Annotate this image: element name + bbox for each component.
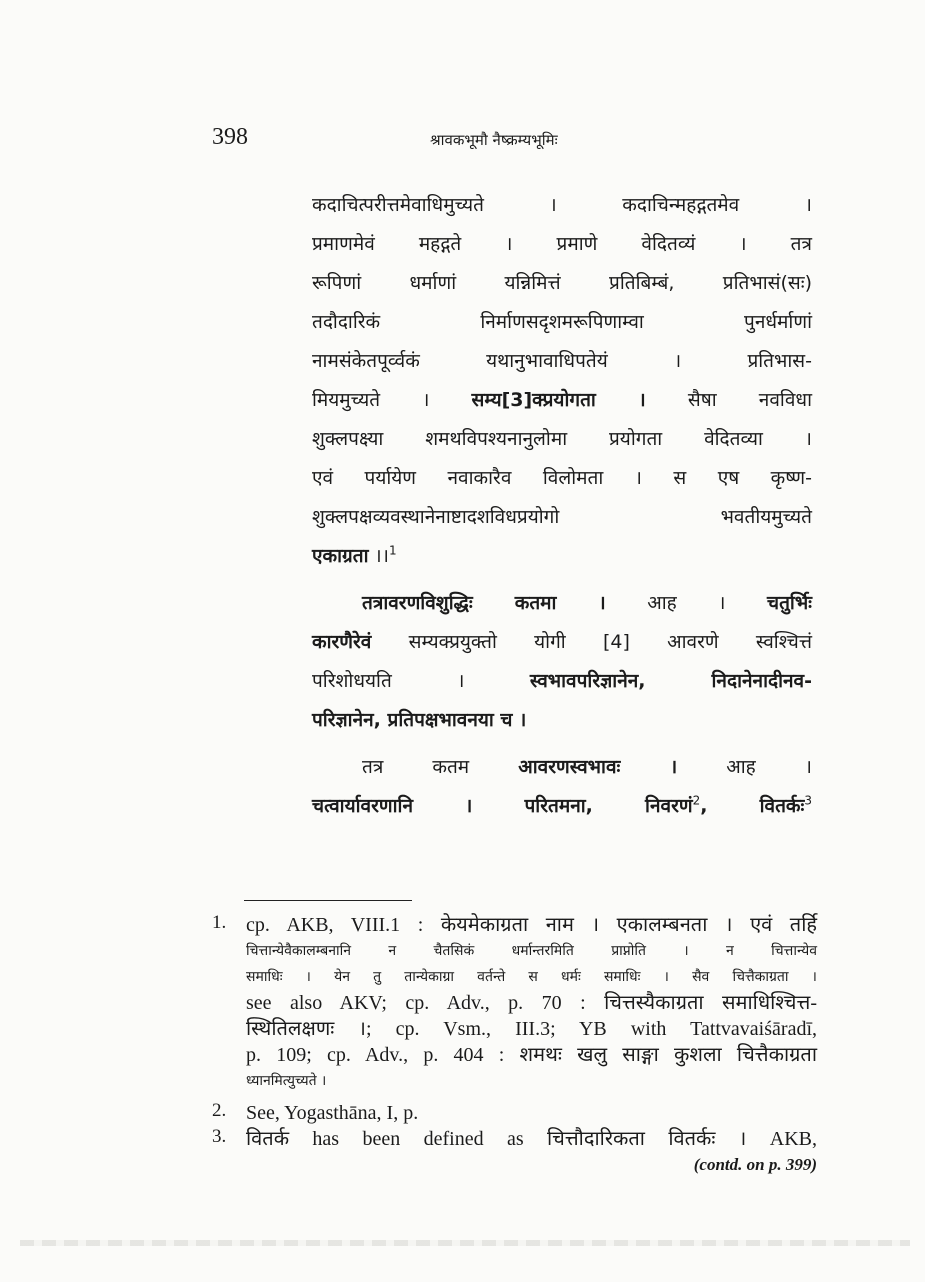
text-line: कदाचित्परीत्तमेवाधिमुच्यते । कदाचिन्महद्गतमेव ।	[312, 194, 812, 216]
footnote-3	[212, 1126, 817, 1152]
bold-term: चतुर्भिः	[767, 592, 813, 614]
footnote-line-text: See, Yogasthāna, I, p.	[246, 1102, 419, 1124]
footnote-number: 2.	[212, 1100, 227, 1121]
text-run: तत्र कतम	[362, 756, 519, 778]
bold-term: परिज्ञानेन, प्रतिपक्षभावनया च ।	[312, 709, 527, 731]
bold-term: कारणैरेवं	[312, 631, 372, 653]
footnote-line-text: see also AKV; cp. Adv., p. 70 : चित्तस्यैकाग्रता समाधिश्चित्त-	[246, 992, 817, 1014]
bold-term: स्वभावपरिज्ञानेन, निदानेनादीनव-	[529, 670, 813, 692]
text-run: परिशोधयति ।	[312, 670, 530, 692]
footnote-2	[212, 1100, 817, 1126]
footnote-line-text: वितर्क has been defined as चित्तौदारिकता वितर्कः । AKB,	[246, 1128, 817, 1150]
text-run: आह ।	[605, 592, 767, 614]
footnote-ref: 1	[388, 543, 397, 558]
continuation-note: (contd. on p. 399)	[693, 1155, 817, 1174]
footnote-line: समाधिः । येन तु तान्येकाग्रा वर्तन्ते स धर्मः समाधिः । सैव चित्तैकाग्रता ।	[246, 969, 817, 985]
text-line	[312, 662, 812, 701]
footnote-line-text: cp. AKB, VIII.1 : केयमेकाग्रता नाम । एकालम्बनता । एवं तर्हि	[246, 914, 817, 936]
text-line: शुक्लपक्षव्यवस्थानेनाष्टादशविधप्रयोगो भवतीयमुच्यते	[312, 506, 812, 528]
text-line	[312, 787, 812, 826]
footnote-number: 3.	[212, 1126, 227, 1147]
text-run: सम्यक्प्रयुक्तो योगी [4] आवरणे स्वश्चित्तं	[371, 631, 812, 653]
text-line: तदौदारिकं निर्माणसदृशमरूपिणाम्वा पुनर्धर्माणां	[312, 311, 812, 333]
text-line	[312, 584, 812, 623]
footnotes	[212, 912, 817, 1178]
scan-edge-smudge	[20, 1240, 910, 1246]
footnote-line	[246, 1016, 817, 1042]
footnote-line	[246, 912, 817, 938]
footnote-1	[212, 912, 817, 1094]
text-run: आह ।	[677, 756, 812, 778]
text-line	[312, 748, 812, 787]
text-run: ।।	[368, 545, 389, 567]
footnote-line: ध्यानमित्युच्यते ।	[246, 1073, 327, 1089]
footnote-ref: 3	[804, 793, 813, 808]
footnote-line	[246, 1042, 817, 1068]
text-line	[312, 701, 812, 740]
footnote-number: 1.	[212, 912, 227, 933]
text-line: शुक्लपक्ष्या शमथविपश्यनानुलोमा प्रयोगता वेदितव्या ।	[312, 428, 812, 450]
page-number: 398	[212, 124, 248, 150]
text-line	[312, 381, 812, 420]
footnote-line	[246, 1126, 817, 1152]
bold-term: , वितर्कः	[700, 795, 805, 817]
text-line: रूपिणां धर्माणां यन्निमित्तं प्रतिबिम्बं, प्रतिभासं(सः)	[312, 272, 812, 294]
text-line: एवं पर्यायेण नवाकारैव विलोमता । स एष कृष्ण-	[312, 467, 812, 489]
text-line: प्रमाणमेवं महद्गते । प्रमाणे वेदितव्यं । तत्र	[312, 233, 812, 255]
text-line	[312, 623, 812, 662]
bold-term: तत्रावरणविशुद्धिः कतमा ।	[362, 592, 606, 614]
footnote-line-text: स्थितिलक्षणः ।; cp. Vsm., III.3; YB with Tattvavaiśāradī,	[246, 1018, 817, 1040]
bold-term: आवरणस्वभावः ।	[518, 756, 678, 778]
bold-term: एकाग्रता	[312, 545, 369, 567]
footnote-line	[246, 990, 817, 1016]
text-run: सैषा नवविधा	[645, 389, 812, 411]
footnote-rule	[244, 900, 412, 901]
text-line	[312, 537, 812, 576]
text-run: मियमुच्यते ।	[312, 389, 472, 411]
bold-term: सम्य[3]क्प्रयोगता ।	[471, 389, 646, 411]
bold-term: चत्वार्यावरणानि । परितमना, निवरणं	[312, 795, 693, 817]
footnote-line: चित्तान्येवैकालम्बनानि न चैतसिकं धर्मान्तरमिति प्राप्नोति । न चित्तान्येव	[246, 943, 817, 959]
footnote-line	[246, 1100, 817, 1126]
footnote-line-text: p. 109; cp. Adv., p. 404 : शमथः खलु साङ्गा कुशला चित्तैकाग्रता	[246, 1044, 817, 1066]
footnote-ref: 2	[692, 793, 701, 808]
running-title: श्रावकभूमौ नैष्क्रम्यभूमिः	[430, 131, 558, 149]
main-text	[312, 186, 812, 826]
text-line: नामसंकेतपूर्व्वकं यथानुभावाधिपतेयं । प्रतिभास-	[312, 350, 812, 372]
